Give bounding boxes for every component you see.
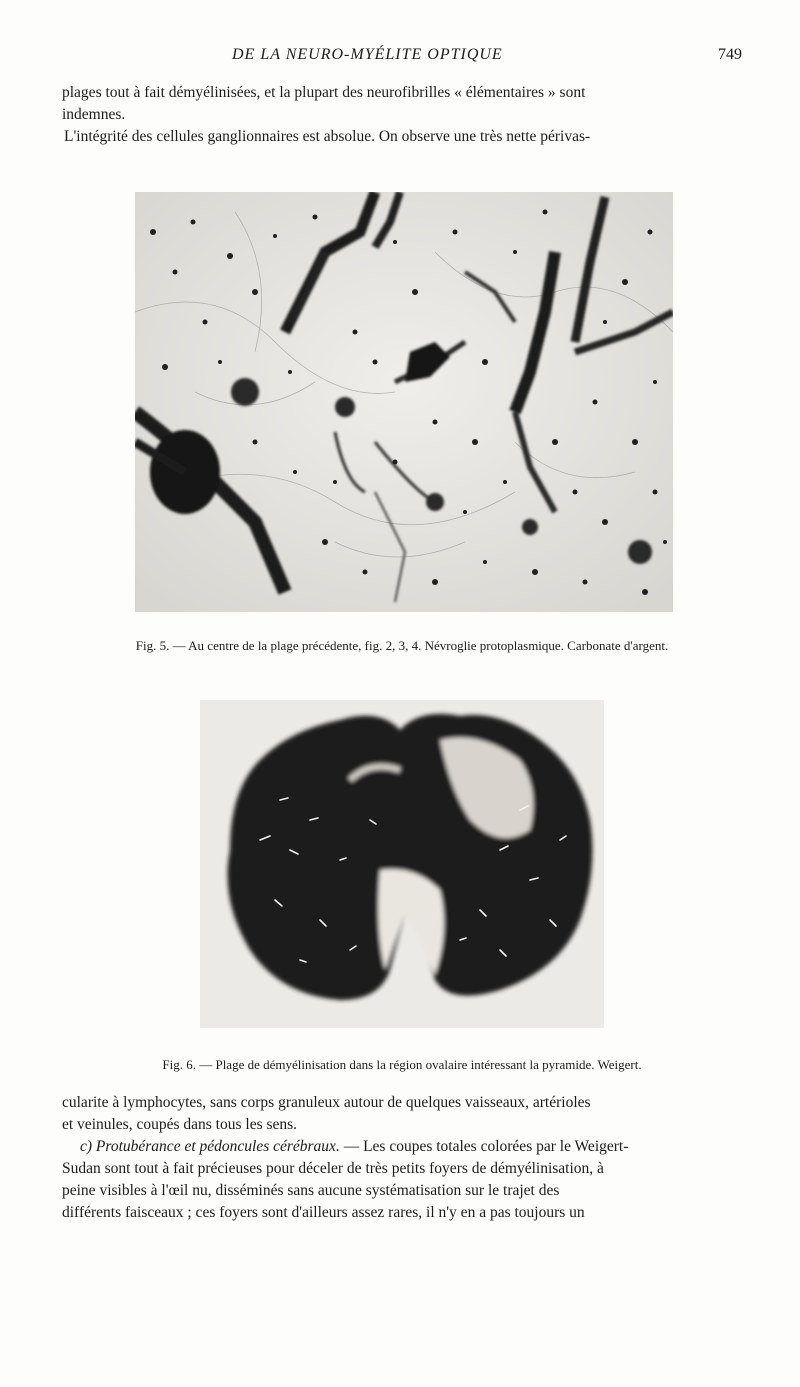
figure-5-micrograph (135, 192, 673, 612)
text-run: — Les coupes totales colorées par le Weigert- (339, 1138, 629, 1155)
text-line: plages tout à fait démyélinisées, et la plupart des neurofibrilles « élémentaires » sont (62, 84, 586, 101)
bottom-paragraph (62, 1092, 742, 1224)
figure-6-caption: Fig. 6. — Plage de démyélinisation dans la région ovalaire intéressant la pyramide. Weigert. (162, 1057, 642, 1072)
figure-5-caption: Fig. 5. — Au centre de la plage précédente, fig. 2, 3, 4. Névroglie protoplasmique. Carbonate d'argent. (135, 638, 669, 653)
neuroglia-micrograph-image (135, 192, 673, 612)
running-header (62, 46, 742, 70)
pons-section-image (200, 700, 604, 1028)
text-line: L'intégrité des cellules ganglionnaires est absolue. On observe une très nette périvas- (64, 128, 591, 145)
text-line: Sudan sont tout à fait précieuses pour déceler de très petits foyers de démyélinisation, à (62, 1160, 604, 1177)
figure-6-photograph (200, 700, 604, 1028)
section-heading: c) Protubérance et pédoncules cérébraux. (80, 1138, 340, 1155)
text-line (62, 1136, 742, 1158)
text-line: peine visibles à l'œil nu, disséminés sans aucune systématisation sur le trajet des (62, 1182, 560, 1199)
text-line: cularite à lymphocytes, sans corps granuleux autour de quelques vaisseaux, artérioles (62, 1094, 591, 1111)
page-number: 749 (718, 46, 742, 63)
text-line: indemnes. (62, 106, 126, 123)
top-paragraph (62, 82, 742, 148)
text-line: différents faisceaux ; ces foyers sont d'ailleurs assez rares, il n'y en a pas toujours un (62, 1204, 585, 1221)
text-line: et veinules, coupés dans tous les sens. (62, 1116, 298, 1133)
running-title: DE LA NEURO-MYÉLITE OPTIQUE (232, 46, 503, 63)
